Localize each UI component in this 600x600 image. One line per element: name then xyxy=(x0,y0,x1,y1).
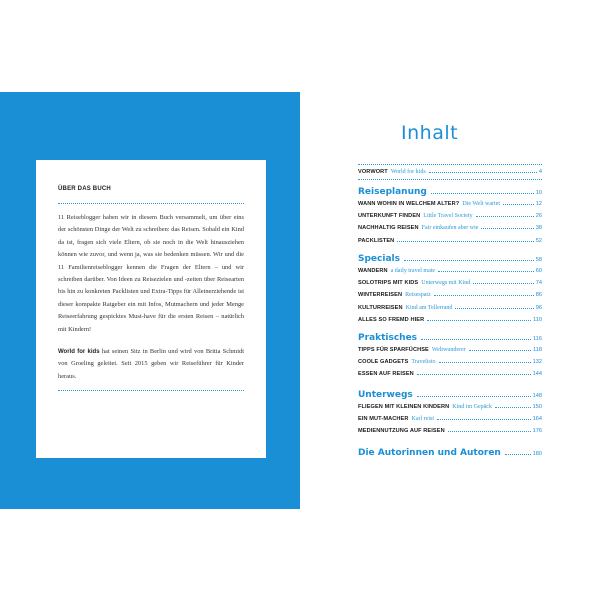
toc-entry-author: Weltwunderer xyxy=(431,347,466,353)
toc-entry-title: ALLES SO FREMD HIER xyxy=(358,316,425,323)
dotted-leader xyxy=(417,374,531,375)
toc-entry-title: PACKLISTEN xyxy=(358,237,395,244)
dotted-leader xyxy=(505,454,531,455)
dotted-leader xyxy=(481,228,533,229)
toc-entry xyxy=(358,221,542,231)
toc-page-number: 26 xyxy=(535,213,542,220)
toc-entry xyxy=(358,355,542,365)
toc-page-number: 74 xyxy=(535,280,542,287)
about-card-content xyxy=(58,186,244,391)
dotted-leader xyxy=(469,350,531,351)
toc-entry xyxy=(358,412,542,422)
toc-entry-author: Travelisto xyxy=(411,359,436,366)
toc-entry-author: Little Travel Society xyxy=(423,213,473,220)
dotted-leader xyxy=(397,241,533,242)
toc-entry-author: Kind im Gepäck xyxy=(452,404,492,410)
publisher-text: hat seinen Sitz in Berlin und wird von Britta Schmidt von Groeling geleitet. Seit 2015 geben wir Reiseführer für Kinder heraus. xyxy=(58,348,244,380)
dotted-leader xyxy=(439,362,531,363)
toc-entry-title: NACHHALTIG REISEN xyxy=(358,225,419,232)
toc-entry xyxy=(358,424,542,434)
toc-entry-title: WANN WOHIN IN WELCHEM ALTER? xyxy=(358,201,460,207)
toc-entry-vorwort xyxy=(358,165,542,175)
about-paragraph-text: 11 Reiseblogger haben wir in diesem Buch versammelt, um über eins der schönsten Dinge der Welt zu schreiben: das Reisen. Sobald ein Kind da ist, fragen sich viele Eltern, ob sie noch in die Welt hinausziehen können wie zuvor, und wenn ja, was sie bedenken müssen. Wir und die 11 Familienreiseblogger kennen die Fragen der Eltern – und wir schreiben darüber. Von Ideen zu Reisezielen und -zeiten über Reisearten bis hin zu konkreten Packlisten und Extra-Tipps für Alleinerziehende ist dieser kompakte Ratgeber ein mit Infos, Mutmachern und jeder Menge Reiseerfahrung gespicktes Must-have für die ersten Reisen – natürlich mit Kindern! xyxy=(58,214,244,333)
toc-entry-author: Die Welt wartet xyxy=(462,201,501,207)
toc-entry-author: Unterwegs mit Kind xyxy=(421,280,471,287)
toc-page-number: 4 xyxy=(538,169,542,175)
toc-entry-title: COOLE GADGETS xyxy=(358,359,409,366)
toc-page-number: 86 xyxy=(535,292,542,299)
dotted-leader xyxy=(476,216,534,217)
toc-entry-title: FLIEGEN MIT KLEINEN KINDERN xyxy=(358,404,450,410)
dotted-leader xyxy=(434,295,534,296)
toc-entry xyxy=(358,264,542,274)
toc-section-1 xyxy=(358,183,542,197)
toc-page-number: 60 xyxy=(535,268,542,274)
toc-page-number: 96 xyxy=(535,304,542,311)
toc-page-number: 164 xyxy=(532,416,542,423)
toc-entry-author: Karl reist xyxy=(411,416,434,423)
toc-section-title: Unterwegs xyxy=(358,390,413,400)
toc-entry-author: Kind am Tellerrand xyxy=(405,304,453,311)
toc-entry xyxy=(358,209,542,219)
toc-page-number: 176 xyxy=(532,428,542,435)
toc-section-title: Specials xyxy=(358,254,400,264)
toc-section-2 xyxy=(358,250,542,264)
toc-section-title: Praktisches xyxy=(358,333,418,343)
toc-entry-title: WANDERN xyxy=(358,268,388,274)
dotted-leader xyxy=(431,193,534,194)
toc-entry xyxy=(358,400,542,410)
toc-entry-title: TIPPS FÜR SPARFÜCHSE xyxy=(358,347,429,353)
toc-entry xyxy=(358,234,542,244)
toc-entry-title: UNTERKUNFT FINDEN xyxy=(358,213,421,220)
toc-page-number: 10 xyxy=(535,190,542,196)
toc-entry-author: World for kids xyxy=(390,169,426,175)
toc-section-5 xyxy=(358,444,542,458)
toc-entry-title: ESSEN AUF REISEN xyxy=(358,371,414,378)
toc-page-number: 132 xyxy=(532,359,542,366)
toc-page-number: 12 xyxy=(535,201,542,207)
toc-section-4 xyxy=(358,386,542,400)
toc-page-number: 144 xyxy=(532,371,542,378)
dotted-leader xyxy=(495,407,531,408)
toc-entry-title: SOLOTRIPS MIT KIDS xyxy=(358,280,419,287)
toc-title: Inhalt xyxy=(401,122,459,144)
divider xyxy=(58,203,244,204)
toc-page-number: 110 xyxy=(533,316,542,323)
dotted-leader xyxy=(421,339,531,340)
dotted-leader xyxy=(473,283,534,284)
toc-page-number: 52 xyxy=(535,237,542,244)
toc-entry-author: Fair einkaufen aber wie xyxy=(421,225,479,232)
toc-entry xyxy=(358,313,542,323)
toc-entry-author: Reisespatz xyxy=(405,292,431,299)
dotted-leader xyxy=(429,172,537,173)
toc-section-title: Die Autorinnen und Autoren xyxy=(358,448,501,458)
toc-page-number: 150 xyxy=(532,404,542,410)
toc-entry xyxy=(358,288,542,298)
toc-entry xyxy=(358,343,542,353)
toc-entry-title: KULTURREISEN xyxy=(358,304,403,311)
dotted-leader xyxy=(417,396,531,397)
divider xyxy=(58,390,244,391)
toc-entry-title: EIN MUT-MACHER xyxy=(358,416,409,423)
dotted-leader xyxy=(404,260,534,261)
toc-entry-author: a daily travel mate xyxy=(390,268,436,274)
toc-section-title: Reiseplanung xyxy=(358,187,427,197)
toc-entry-title: VORWORT xyxy=(358,169,388,175)
about-heading: ÜBER DAS BUCH xyxy=(58,186,111,192)
publisher-paragraph xyxy=(58,346,244,383)
toc-section-3 xyxy=(358,329,542,343)
toc-page-number: 116 xyxy=(533,336,542,342)
toc-entry-title: WINTERREISEN xyxy=(358,292,403,299)
toc-entry xyxy=(358,276,542,286)
publisher-name: World for kids xyxy=(58,349,100,356)
dotted-leader xyxy=(427,320,531,321)
about-card xyxy=(36,160,266,458)
divider xyxy=(358,179,542,180)
toc-page-number: 118 xyxy=(533,347,542,353)
toc-entry xyxy=(358,301,542,311)
toc-page-number: 180 xyxy=(532,451,542,457)
toc-entry xyxy=(358,367,542,377)
toc-page-number: 38 xyxy=(535,225,542,232)
dotted-leader xyxy=(448,431,531,432)
toc-page-number: 148 xyxy=(532,393,542,399)
toc-entry xyxy=(358,197,542,207)
toc-page-number: 58 xyxy=(535,257,542,263)
dotted-leader xyxy=(437,419,531,420)
about-paragraph xyxy=(58,212,244,336)
dotted-leader xyxy=(438,271,534,272)
dotted-leader xyxy=(503,204,534,205)
dotted-leader xyxy=(455,308,533,309)
toc-entry-title: MEDIENNUTZUNG AUF REISEN xyxy=(358,428,445,435)
